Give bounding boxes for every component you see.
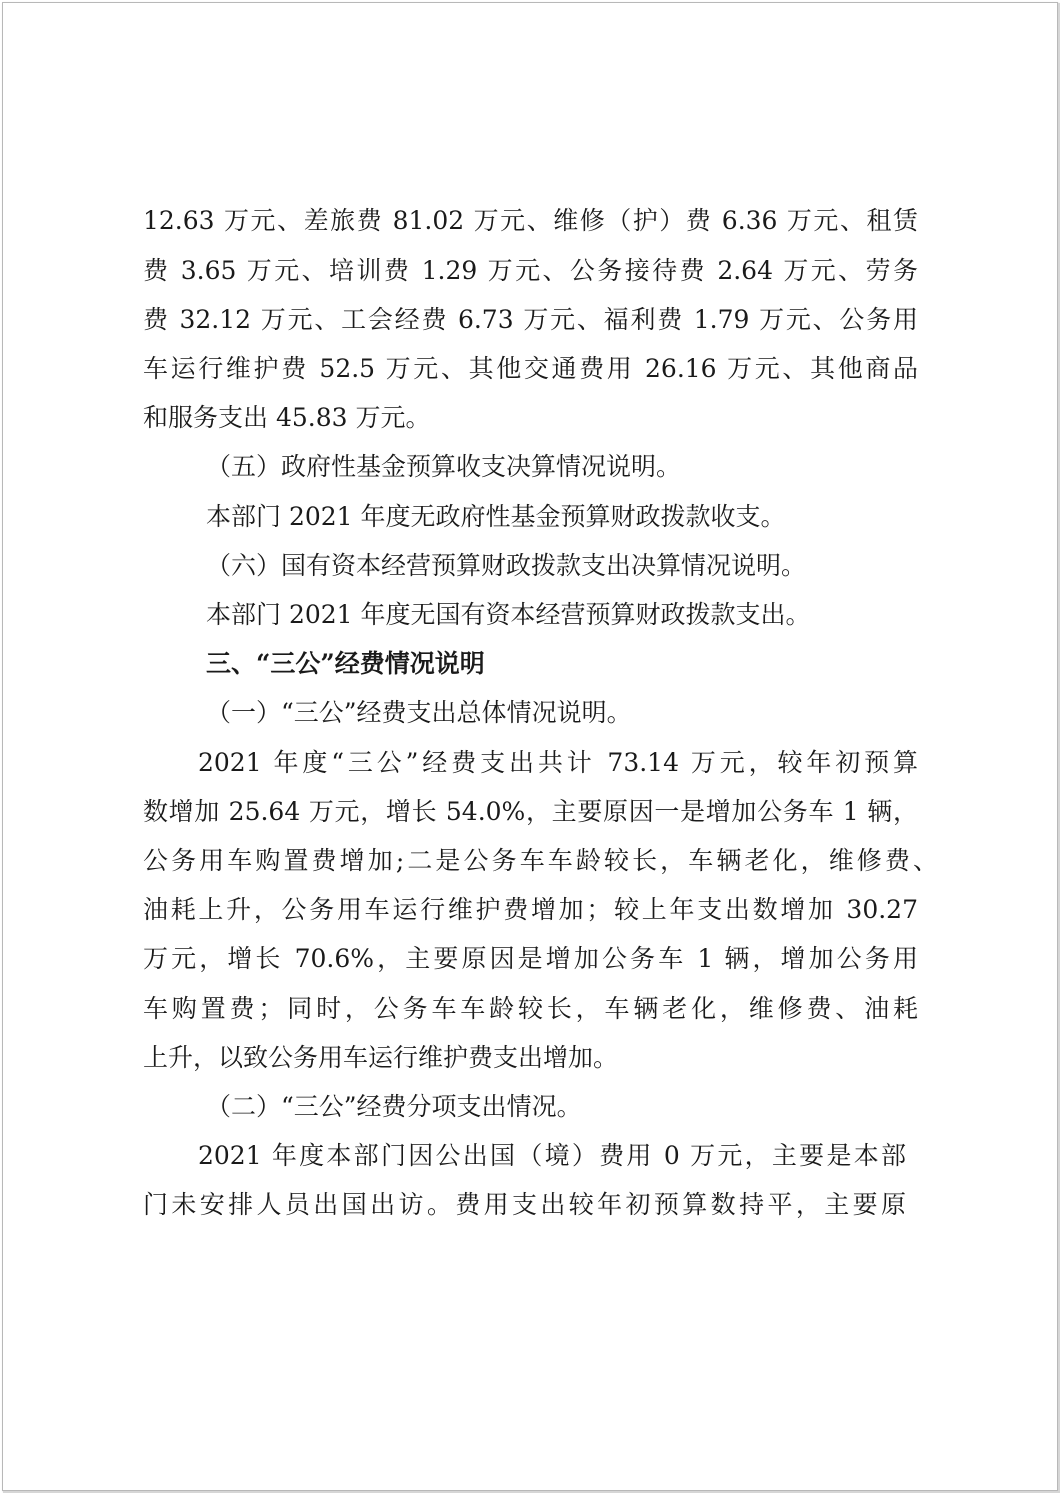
paragraph-line: 费 3.65 万元、培训费 1.29 万元、公务接待费 2.64 万元、劳务	[143, 256, 918, 285]
paragraph-line: 2021 年度“三公”经费支出共计 73.14 万元，较年初预算	[198, 748, 918, 777]
paragraph-line: 上升，以致公务用车运行维护费支出增加。	[143, 1043, 619, 1072]
section-heading-two: （二）“三公”经费分项支出情况。	[206, 1092, 582, 1121]
paragraph-line: 和服务支出 45.83 万元。	[143, 403, 431, 432]
paragraph-line: 费 32.12 万元、工会经费 6.73 万元、福利费 1.79 万元、公务用	[143, 305, 918, 334]
paragraph-line: 本部门 2021 年度无国有资本经营预算财政拨款支出。	[206, 600, 811, 629]
paragraph-line: 车运行维护费 52.5 万元、其他交通费用 26.16 万元、其他商品	[143, 354, 918, 383]
paragraph-line: 车购置费；同时，公务车车龄较长，车辆老化，维修费、油耗	[143, 994, 918, 1023]
chapter-heading: 三、“三公”经费情况说明	[206, 649, 485, 678]
paragraph-line: 门未安排人员出国出访。费用支出较年初预算数持平，主要原	[143, 1190, 906, 1219]
section-heading-one: （一）“三公”经费支出总体情况说明。	[206, 698, 632, 727]
paragraph-line: 公务用车购置费增加;二是公务车车龄较长，车辆老化，维修费、	[143, 846, 938, 875]
paragraph-line: 本部门 2021 年度无政府性基金预算财政拨款收支。	[206, 502, 786, 531]
paragraph-line: 万元，增长 70.6%，主要原因是增加公务车 1 辆，增加公务用	[143, 944, 918, 973]
paragraph-line: 2021 年度本部门因公出国（境）费用 0 万元，主要是本部	[198, 1141, 906, 1170]
paragraph-line: 数增加 25.64 万元，增长 54.0%，主要原因一是增加公务车 1 辆，	[143, 797, 918, 826]
section-heading-five: （五）政府性基金预算收支决算情况说明。	[206, 452, 682, 481]
section-heading-six: （六）国有资本经营预算财政拨款支出决算情况说明。	[206, 551, 807, 580]
paragraph-line: 油耗上升，公务用车运行维护费增加；较上年支出数增加 30.27	[143, 895, 918, 924]
paragraph-line: 12.63 万元、差旅费 81.02 万元、维修（护）费 6.36 万元、租赁	[143, 206, 918, 235]
